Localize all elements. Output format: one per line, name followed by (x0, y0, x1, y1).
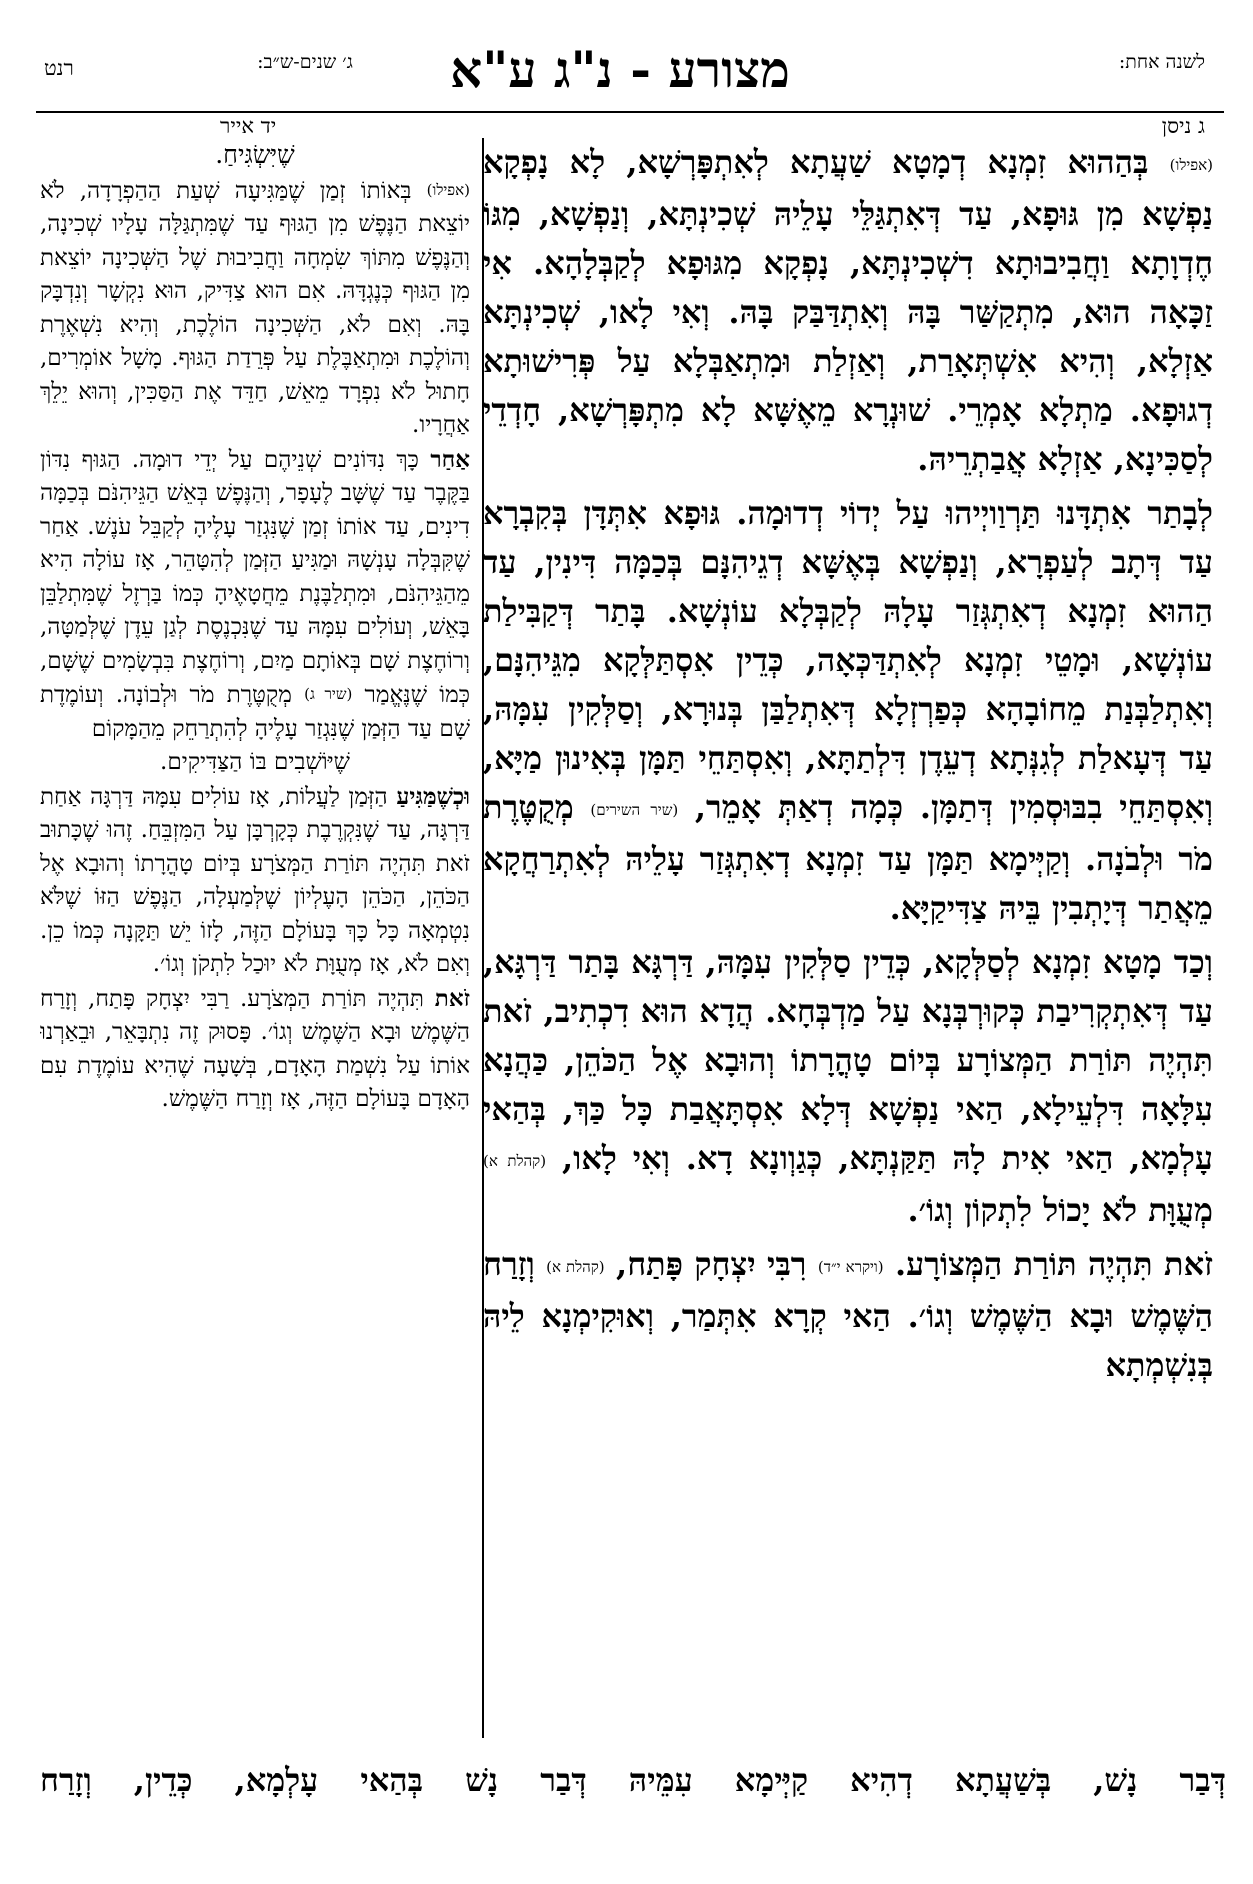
main-paragraph-4 (483, 1240, 1213, 1390)
main-paragraph-1 (483, 138, 1213, 484)
paragraph-text: בְּהַהוּא זִמְנָא דְמָטָא שַׁעֲתָא לְאִתְפָּרְשָׁא, לָא נָפְקָא נַפְשָׁא מִן גּוּפָא, עַד דְּאִתְגַּלֵּי עָלֵיהּ שְׁכִינְתָּא, וְנַפְשָׁא, מִגּוֹ חֶדְוָתָא וַחֲבִיבוּתָא דִשְׁכִינְתָּא, נָפְקָא מִגּוּפָא לְקַבְּלָהָא. אִי זַכָּאָה הוּא, מִתְקַשַּׁר בָּהּ וְאִתְדַּבַּק בָּהּ. וְאִי לָאו, שְׁכִינְתָּא אַזְלָא, וְהִיא אִשְׁתְּאָרַת, וְאַזְלַת וּמִתְאַבְּלָא עַל פְּרִישׁוּתָא דְגוּפָא. מַתְלָא אָמְרֵי. שׁוּנְרָא מֵאֶשָּׁא לָא מִתְפָּרְשָׁא, חָדְדֵי לְסַכִּינָא, אַזְלָא אֲבַתְרֵיהּ. (483, 143, 1213, 478)
commentary-heading: שֶׁיִּשְׂגִּיחַ. (215, 140, 295, 169)
page-number: רנט (44, 56, 74, 80)
paragraph-text: רִבִּי יִצְחָק פָּתַח, (616, 1245, 807, 1283)
paragraph-text: לְבָתַר אִתְדָּנוּ תַּרְוַויְיהוּ עַל יְדוֹי דְדוּמָה. גּוּפָא אִתְּדָּן בְּקִבְרָא עַד דְּתָב לְעַפְרָא, וְנַפְשָׁא בְּאֶשָּׁא דְגֵיהִנָּם בְּכַמָּה דִּינִין, עַד הַהוּא זִמְנָא דְאִתְגְּזַר עָלָהּ לְקַבְּלָא עוֹנְשָׁא. בָּתַר דְּקַבִּילַת עוֹנְשָׁא, וּמָטֵי זִמְנָא לְאִתְדַּכְּאָה, כְּדֵין אִסְתַּלְּקָא מִגֵּיהִנָּם, וְאִתְלַבְּנַת מֵחוֹבָהָא כְּפַרְזְלָא דְּאִתְלַבַּן בְּנוּרָא, וְסַלְּקִין עִמָּהּ, עַד דְּעָאלַת לְגִנְּתָא דְעֵדֶן דִּלְתַתָּא, וְאִסְתַּחֵי תַּמָּן בְּאִינוּן מַיָּא, וְאִסְתַּחֵי בִבּוּסְמִין דְּתַמָּן. כְּמָה דְאַתְּ אָמֵר, (483, 494, 1213, 826)
commentary-paragraph-4 (40, 982, 470, 1117)
paragraph-text: מְעֻוָּת לֹא יָכוֹל לִתְקוֹן וְגוֹ׳. (907, 1191, 1213, 1229)
paragraph-text: וְכַד מָטָא זִמְנָא לְסַלְּקָא, כְּדֵין סַלְּקִין עִמָּהּ, דַּרְגָּא בָּתַר דַּרְגָּא, עַד דְּאִתְקְרִיבַת כְּקוּרְבְּנָא עַל מַדְבְּחָא. הֲדָא הוּא דִכְתִיב, זֹאת תִּהְיֶה תּוֹרַת הַמְּצוֹרָע בְּיוֹם טָהֳרָתוֹ וְהוּבָא אֶל הַכֹּהֵן, כַּהֲנָא עִלָּאָה דִּלְעֵילָא, הַאי נַפְשָׁא דְּלָא אִסְתָּאֲבַת כָּל כַּךְ, בְּהַאי עָלְמָא, הַאי אִית לָהּ תַּקַּנְתָּא, כְּגַוְונָא דָא. וְאִי לָאו, (483, 943, 1213, 1177)
paragraph-text: זֹאת תִּהְיֶה תּוֹרַת הַמְּצוֹרָע. (895, 1245, 1213, 1283)
source-note: (ויקרא י״ד) (817, 1258, 884, 1276)
source-note: (שיר ג) (304, 685, 353, 703)
main-paragraph-2 (483, 489, 1213, 933)
column-divider (482, 138, 484, 1738)
commentary-paragraph-1 (40, 174, 470, 443)
main-paragraph-3 (483, 938, 1213, 1235)
paragraph-text: כָּךְ נִדּוֹנִים שְׁנֵיהֶם עַל יְדֵי דוּמָה. הַגּוּף נִדּוֹן בַּקֶּבֶר עַד שֶׁשָּׁב לֶעָפָר, וְהַנֶּפֶשׁ בְּאֵשׁ הַגֵּיהִנֹּם בְּכַמָּה דִינִים, עַד אוֹתוֹ זְמַן שֶׁנִּגְזַר עָלֶיהָ לְקַבֵּל עֹנֶשׁ. אַחַר שֶׁקִּבְּלָה עָנְשָׁהּ וּמַגִּיעַ הַזְּמַן לְהִטָּהֵר, אָז עוֹלָה הִיא מֵהַגֵּיהִנֹּם, וּמִתְלַבֶּנֶת מֵחֲטָאֶיהָ כְּמוֹ בַּרְזֶל שֶׁמִּתְלַבֵּן בָּאֵשׁ, וְעוֹלִים עִמָּהּ עַד שֶׁנִּכְנֶסֶת לְגַן עֵדֶן שֶׁלְּמַטָּה, וְרוֹחֶצֶת שָׁם בְּאוֹתָם מַיִם, וְרוֹחֶצֶת בִּבְשָׂמִים שֶׁשָּׁם, כְּמוֹ שֶׁנֶּאֱמַר (40, 446, 470, 708)
header-date-left: יד אייר (220, 114, 277, 138)
commentary-paragraph-2 (40, 443, 470, 747)
source-note: (אפילו) (1169, 156, 1213, 174)
source-note: (קהלת א) (483, 1152, 547, 1170)
paragraph-text: מְקֻטֶּרֶת מֹר וּלְבוֹנָה. וְעוֹמֶדֶת שָׁם עַד הַזְּמַן שֶׁנִּגְזַר עָלֶיהָ לְהִתְרַחֵק מֵהַמָּקוֹם (40, 682, 470, 742)
header-schedule-label: לשנה אחת: (1118, 51, 1205, 73)
source-note: (אפילו) (426, 180, 470, 199)
paragraph-text: מְקֻטֶּרֶת מֹר וּלְבֹנָה. וְקַיְּימָא תַּמָּן עַד זִמְנָא דְאִתְגְּזַר עָלֵיהּ לְאִתְרַחֲקָא מֵאֲתַר דְּיָתְבִין בֵּיהּ צַדִּיקַיָּא. (483, 788, 1213, 927)
header-schedule-label-2: ג׳ שנים-ש״ב: (257, 51, 353, 73)
paragraph-text: בְּאוֹתוֹ זְמַן שֶׁמַּגִּיעָה שְׁעַת הַהַפְרָדָה, לֹא יוֹצֵאת הַנֶּפֶשׁ מִן הַגּוּף עַד שֶׁמִּתְגַּלָּה עָלָיו שְׁכִינָה, וְהַנֶּפֶשׁ מִתּוֹךְ שִׂמְחָה וַחֲבִיבוּת שֶׁל הַשְּׁכִינָה יוֹצֵאת מִן הַגּוּף כְּנֶגְדָּהּ. אִם הוּא צַדִּיק, הוּא נִקְשָׁר וְנִדְבָּק בָּהּ. וְאִם לֹא, הַשְּׁכִינָה הוֹלֶכֶת, וְהִיא נִשְׁאֶרֶת וְהוֹלֶכֶת וּמִתְאַבֶּלֶת עַל פְּרֵדַת הַגּוּף. מָשָׁל אוֹמְרִים, חָתוּל לֹא נִפְרָד מֵאֵשׁ, חַדֵּד אֶת הַסַּכִּין, וְהוּא יֵלֵךְ אַחֲרָיו. (40, 177, 470, 438)
header-date-right: ג ניסן (1161, 114, 1205, 138)
source-note: (קהלת א) (546, 1258, 605, 1276)
commentary-paragraph-3 (40, 780, 470, 982)
source-note: (שיר השירים) (590, 801, 679, 819)
header-left (190, 50, 420, 110)
bottom-line: דְּבַר נָשׁ, בְּשַׁעֲתָא דְהִיא קַיְּימָא עִמֵּיהּ דְּבַר נָשׁ בְּהַאי עָלְמָא, כְּדֵין, וְזָרַח (40, 1761, 1226, 1799)
paragraph-text: וְזָרַח הַשֶּׁמֶשׁ וּבָא הַשֶּׁמֶשׁ וְגוֹ׳. הַאי קְרָא אִתְּמַר, וְאוּקִימְנָא לֵיהּ בְּנִשְׁמְתָא (483, 1245, 1213, 1384)
commentary-column (40, 138, 470, 1738)
lead-word: זֹאת (434, 984, 470, 1012)
paragraph-text: הַזְּמַן לַעֲלוֹת, אָז עוֹלִים עִמָּהּ דַּרְגָּה אַחַת דַּרְגָּה, עַד שֶׁנִּקְרֶבֶת כְּקָרְבָּן עַל הַמִּזְבֵּחַ. זֶהוּ שֶׁכָּתוּב זֹאת תִּהְיֶה תּוֹרַת הַמְּצֹרָע בְּיוֹם טָהֳרָתוֹ וְהוּבָא אֶל הַכֹּהֵן, הַכֹּהֵן הָעֶלְיוֹן שֶׁלְּמַעְלָה, הַנֶּפֶשׁ הַזּוֹ שֶׁלֹּא נִטְמְאָה כָּל כָּךְ בָּעוֹלָם הַזֶּה, לָזוֹ יֵשׁ תַּקָּנָה כְּמוֹ כֵן. וְאִם לֹא, אָז מְעֻוָּת לֹא יוּכַל לִתְקֹן וְגוֹ׳. (40, 783, 470, 977)
header-right (955, 50, 1205, 110)
commentary-centered-line: שֶׁיּוֹשְׁבִים בּוֹ הַצַּדִּיקִים. (160, 749, 350, 775)
main-text-column (483, 138, 1213, 1733)
header-divider (36, 111, 1224, 113)
paragraph-text: תִּהְיֶה תּוֹרַת הַמְּצֹרָע. רַבִּי יִצְחָק פָּתַח, וְזָרַח הַשֶּׁמֶשׁ וּבָא הַשֶּׁמֶשׁ וְגוֹ׳. פָּסוּק זֶה נִתְבָּאֵר, וּבֵאַרְנוּ אוֹתוֹ עַל נִשְׁמַת הָאָדָם, בְּשָׁעָה שֶׁהִיא עוֹמֶדֶת עִם הָאָדָם בָּעוֹלָם הַזֶּה, אָז וְזָרַח הַשֶּׁמֶשׁ. (40, 985, 470, 1112)
lead-word: וּכְשֶׁמַּגִּיעַ (396, 782, 470, 810)
lead-word: אַחַר (430, 445, 470, 473)
page-title: מצורע - נ"ג ע"א (450, 40, 790, 99)
